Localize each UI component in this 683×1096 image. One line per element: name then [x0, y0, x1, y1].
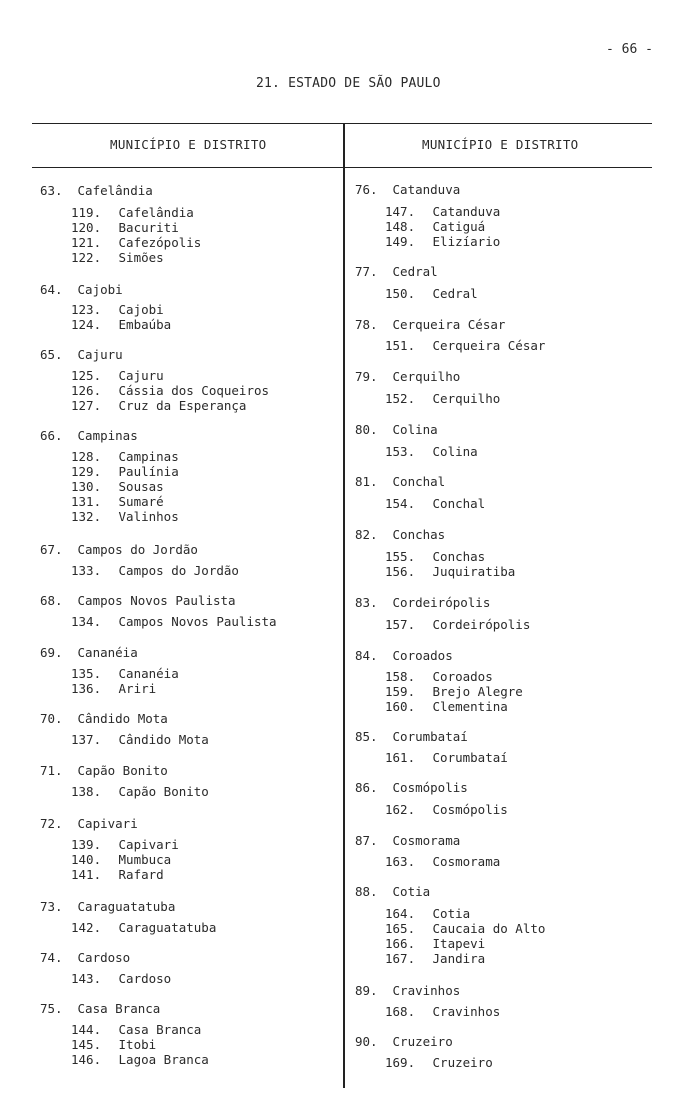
municipality-entry [355, 317, 505, 332]
municipality-name: Cerquilho [385, 369, 461, 384]
district-number: 135. [71, 666, 102, 681]
district-name: Cedral [425, 286, 478, 301]
district-name: Cananéia [111, 666, 179, 681]
district-entry [71, 732, 209, 747]
district-name: Cerqueira César [425, 338, 546, 353]
municipality-number: 77. [355, 264, 378, 279]
district-list [71, 784, 209, 799]
district-name: Lagoa Branca [111, 1052, 209, 1067]
column-divider [343, 123, 345, 1088]
district-list [71, 920, 216, 935]
municipality-name: Cajobi [70, 282, 123, 297]
district-number: 154. [385, 496, 416, 511]
district-number: 134. [71, 614, 102, 629]
municipality-name: Cosmorama [385, 833, 461, 848]
district-number: 122. [71, 250, 102, 265]
municipality-name: Colina [385, 422, 438, 437]
district-number: 144. [71, 1022, 102, 1037]
municipality-name: Cerqueira César [385, 317, 506, 332]
municipality-number: 75. [40, 1001, 63, 1016]
district-number: 165. [385, 921, 416, 936]
municipality-name: Cardoso [70, 950, 131, 965]
district-list [385, 204, 500, 249]
municipality-name: Catanduva [385, 182, 461, 197]
district-number: 123. [71, 302, 102, 317]
district-entry [71, 867, 179, 882]
municipality-entry [355, 369, 460, 384]
district-number: 142. [71, 920, 102, 935]
municipality-entry [40, 711, 168, 726]
district-number: 160. [385, 699, 416, 714]
municipality-name: Cananéia [70, 645, 138, 660]
municipality-number: 74. [40, 950, 63, 965]
municipality-entry [40, 183, 153, 198]
district-number: 150. [385, 286, 416, 301]
district-name: Capivari [111, 837, 179, 852]
district-entry [71, 368, 269, 383]
district-number: 146. [71, 1052, 102, 1067]
district-name: Corumbataí [425, 750, 508, 765]
municipality-name: Corumbataí [385, 729, 468, 744]
district-name: Sousas [111, 479, 164, 494]
municipality-entry [355, 780, 468, 795]
district-list [71, 614, 277, 629]
municipality-name: Cosmópolis [385, 780, 468, 795]
municipality-number: 89. [355, 983, 378, 998]
municipality-number: 79. [355, 369, 378, 384]
municipality-entry [40, 899, 175, 914]
district-entry [71, 302, 171, 317]
district-list [385, 286, 478, 301]
district-name: Simões [111, 250, 164, 265]
district-entry [385, 219, 500, 234]
district-name: Cravinhos [425, 1004, 501, 1019]
district-name: Cruzeiro [425, 1055, 493, 1070]
district-entry [71, 920, 216, 935]
municipality-number: 85. [355, 729, 378, 744]
district-entry [71, 681, 179, 696]
district-entry [71, 494, 179, 509]
municipality-name: Cordeirópolis [385, 595, 491, 610]
district-name: Catanduva [425, 204, 501, 219]
district-entry [385, 338, 545, 353]
district-number: 168. [385, 1004, 416, 1019]
district-number: 156. [385, 564, 416, 579]
district-entry [71, 449, 179, 464]
district-name: Sumaré [111, 494, 164, 509]
municipality-entry [40, 763, 168, 778]
municipality-name: Coroados [385, 648, 453, 663]
municipality-number: 68. [40, 593, 63, 608]
district-name: Paulínia [111, 464, 179, 479]
district-number: 157. [385, 617, 416, 632]
district-entry [71, 205, 201, 220]
district-number: 140. [71, 852, 102, 867]
district-list [385, 444, 478, 459]
district-name: Coroados [425, 669, 493, 684]
district-name: Campinas [111, 449, 179, 464]
document-title: 21. ESTADO DE SÃO PAULO [256, 76, 441, 91]
district-list [385, 802, 508, 817]
district-list [385, 549, 515, 579]
header-bottom-rule [32, 167, 652, 168]
district-number: 126. [71, 383, 102, 398]
district-list [385, 669, 523, 714]
district-entry [385, 391, 500, 406]
district-name: Jandira [425, 951, 486, 966]
municipality-number: 64. [40, 282, 63, 297]
district-name: Cafelândia [111, 205, 194, 220]
district-entry [385, 951, 545, 966]
municipality-entry [355, 527, 445, 542]
district-list [385, 391, 500, 406]
district-number: 153. [385, 444, 416, 459]
district-entry [385, 1004, 500, 1019]
district-number: 119. [71, 205, 102, 220]
district-name: Ariri [111, 681, 157, 696]
district-name: Casa Branca [111, 1022, 202, 1037]
district-entry [385, 1055, 493, 1070]
municipality-number: 81. [355, 474, 378, 489]
district-number: 169. [385, 1055, 416, 1070]
district-name: Campos do Jordão [111, 563, 239, 578]
district-name: Cosmorama [425, 854, 501, 869]
district-name: Mumbuca [111, 852, 172, 867]
district-entry [385, 669, 523, 684]
district-list [71, 205, 201, 265]
page-number: - 66 - [606, 42, 653, 57]
district-name: Caraguatatuba [111, 920, 217, 935]
municipality-name: Casa Branca [70, 1001, 161, 1016]
district-number: 163. [385, 854, 416, 869]
municipality-entry [355, 264, 438, 279]
district-number: 164. [385, 906, 416, 921]
municipality-number: 69. [40, 645, 63, 660]
municipality-entry [355, 884, 430, 899]
district-entry [385, 936, 545, 951]
municipality-number: 82. [355, 527, 378, 542]
district-entry [71, 220, 201, 235]
district-name: Catiguá [425, 219, 486, 234]
district-entry [71, 614, 277, 629]
municipality-entry [355, 648, 453, 663]
district-entry [385, 234, 500, 249]
district-list [385, 338, 545, 353]
district-name: Cafezópolis [111, 235, 202, 250]
municipality-entry [40, 347, 123, 362]
municipality-name: Conchas [385, 527, 446, 542]
municipality-entry [40, 645, 138, 660]
district-name: Conchal [425, 496, 486, 511]
municipality-name: Capivari [70, 816, 138, 831]
municipality-entry [355, 422, 438, 437]
district-number: 129. [71, 464, 102, 479]
district-name: Valinhos [111, 509, 179, 524]
district-number: 133. [71, 563, 102, 578]
municipality-number: 71. [40, 763, 63, 778]
municipality-number: 76. [355, 182, 378, 197]
municipality-name: Capão Bonito [70, 763, 168, 778]
district-list [385, 906, 545, 966]
district-list [385, 617, 530, 632]
district-number: 130. [71, 479, 102, 494]
municipality-entry [40, 816, 138, 831]
district-list [71, 971, 171, 986]
district-number: 143. [71, 971, 102, 986]
municipality-name: Conchal [385, 474, 446, 489]
district-entry [385, 617, 530, 632]
district-list [385, 750, 508, 765]
municipality-number: 90. [355, 1034, 378, 1049]
district-entry [71, 563, 239, 578]
municipality-number: 66. [40, 428, 63, 443]
district-number: 155. [385, 549, 416, 564]
district-name: Brejo Alegre [425, 684, 523, 699]
district-number: 145. [71, 1037, 102, 1052]
district-list [71, 1022, 209, 1067]
district-number: 152. [385, 391, 416, 406]
district-name: Capão Bonito [111, 784, 209, 799]
municipality-number: 73. [40, 899, 63, 914]
district-entry [385, 684, 523, 699]
district-entry [71, 317, 171, 332]
district-entry [385, 906, 545, 921]
district-number: 139. [71, 837, 102, 852]
district-entry [71, 666, 179, 681]
district-name: Colina [425, 444, 478, 459]
municipality-entry [355, 474, 445, 489]
district-number: 151. [385, 338, 416, 353]
district-name: Cordeirópolis [425, 617, 531, 632]
district-list [385, 496, 485, 511]
district-entry [71, 464, 179, 479]
municipality-entry [355, 1034, 453, 1049]
municipality-name: Cravinhos [385, 983, 461, 998]
district-name: Cosmópolis [425, 802, 508, 817]
district-name: Caucaia do Alto [425, 921, 546, 936]
district-entry [71, 837, 179, 852]
district-number: 120. [71, 220, 102, 235]
district-name: Cássia dos Coqueiros [111, 383, 270, 398]
municipality-number: 86. [355, 780, 378, 795]
district-number: 125. [71, 368, 102, 383]
municipality-name: Cedral [385, 264, 438, 279]
district-entry [71, 852, 179, 867]
municipality-entry [355, 729, 468, 744]
municipality-entry [355, 833, 460, 848]
municipality-number: 88. [355, 884, 378, 899]
district-entry [71, 383, 269, 398]
municipality-number: 83. [355, 595, 378, 610]
district-list [385, 854, 500, 869]
municipality-name: Campos Novos Paulista [70, 593, 236, 608]
district-entry [385, 286, 478, 301]
municipality-entry [355, 182, 460, 197]
district-number: 136. [71, 681, 102, 696]
district-entry [71, 398, 269, 413]
municipality-entry [355, 983, 460, 998]
district-number: 121. [71, 235, 102, 250]
district-entry [71, 971, 171, 986]
district-name: Juquiratiba [425, 564, 516, 579]
district-name: Cruz da Esperança [111, 398, 247, 413]
municipality-entry [40, 428, 138, 443]
municipality-entry [40, 1001, 160, 1016]
district-list [385, 1004, 500, 1019]
district-name: Itobi [111, 1037, 157, 1052]
district-list [71, 732, 209, 747]
municipality-number: 63. [40, 183, 63, 198]
municipality-number: 70. [40, 711, 63, 726]
municipality-number: 67. [40, 542, 63, 557]
table-top-rule [32, 123, 652, 124]
district-name: Conchas [425, 549, 486, 564]
district-number: 161. [385, 750, 416, 765]
municipality-entry [40, 950, 130, 965]
municipality-number: 72. [40, 816, 63, 831]
district-name: Clementina [425, 699, 508, 714]
district-entry [385, 854, 500, 869]
district-entry [71, 235, 201, 250]
district-entry [385, 564, 515, 579]
district-number: 137. [71, 732, 102, 747]
municipality-name: Cajuru [70, 347, 123, 362]
district-number: 141. [71, 867, 102, 882]
district-entry [385, 549, 515, 564]
district-entry [71, 1037, 209, 1052]
municipality-entry [40, 282, 123, 297]
district-entry [385, 496, 485, 511]
district-number: 149. [385, 234, 416, 249]
right-column-header: MUNICÍPIO E DISTRITO [422, 137, 579, 152]
district-list [71, 302, 171, 332]
district-name: Embaúba [111, 317, 172, 332]
municipality-number: 78. [355, 317, 378, 332]
district-list [71, 837, 179, 882]
district-list [71, 563, 239, 578]
district-entry [71, 250, 201, 265]
district-number: 167. [385, 951, 416, 966]
district-entry [385, 699, 523, 714]
district-number: 158. [385, 669, 416, 684]
municipality-name: Campinas [70, 428, 138, 443]
district-name: Bacuriti [111, 220, 179, 235]
district-name: Cajobi [111, 302, 164, 317]
municipality-entry [40, 542, 198, 557]
district-number: 132. [71, 509, 102, 524]
municipality-entry [40, 593, 236, 608]
municipality-number: 65. [40, 347, 63, 362]
district-number: 128. [71, 449, 102, 464]
district-name: Itapevi [425, 936, 486, 951]
district-name: Cotia [425, 906, 471, 921]
district-list [71, 368, 269, 413]
district-entry [71, 1052, 209, 1067]
municipality-name: Caraguatatuba [70, 899, 176, 914]
district-number: 127. [71, 398, 102, 413]
district-entry [71, 784, 209, 799]
municipality-name: Campos do Jordão [70, 542, 198, 557]
municipality-name: Cafelândia [70, 183, 153, 198]
district-name: Rafard [111, 867, 164, 882]
district-entry [71, 479, 179, 494]
district-number: 147. [385, 204, 416, 219]
district-list [71, 449, 179, 524]
district-entry [385, 802, 508, 817]
district-list [71, 666, 179, 696]
district-number: 159. [385, 684, 416, 699]
district-number: 131. [71, 494, 102, 509]
district-name: Cajuru [111, 368, 164, 383]
municipality-number: 87. [355, 833, 378, 848]
district-number: 166. [385, 936, 416, 951]
district-entry [385, 444, 478, 459]
district-entry [385, 921, 545, 936]
district-number: 124. [71, 317, 102, 332]
municipality-number: 80. [355, 422, 378, 437]
municipality-name: Cruzeiro [385, 1034, 453, 1049]
district-entry [71, 509, 179, 524]
district-name: Cândido Mota [111, 732, 209, 747]
district-entry [385, 750, 508, 765]
municipality-name: Cândido Mota [70, 711, 168, 726]
municipality-name: Cotia [385, 884, 431, 899]
district-name: Elizíario [425, 234, 501, 249]
district-number: 162. [385, 802, 416, 817]
district-number: 138. [71, 784, 102, 799]
district-entry [385, 204, 500, 219]
left-column-header: MUNICÍPIO E DISTRITO [110, 137, 267, 152]
district-number: 148. [385, 219, 416, 234]
district-list [385, 1055, 493, 1070]
district-name: Campos Novos Paulista [111, 614, 277, 629]
district-name: Cardoso [111, 971, 172, 986]
municipality-number: 84. [355, 648, 378, 663]
district-entry [71, 1022, 209, 1037]
district-name: Cerquilho [425, 391, 501, 406]
municipality-entry [355, 595, 490, 610]
